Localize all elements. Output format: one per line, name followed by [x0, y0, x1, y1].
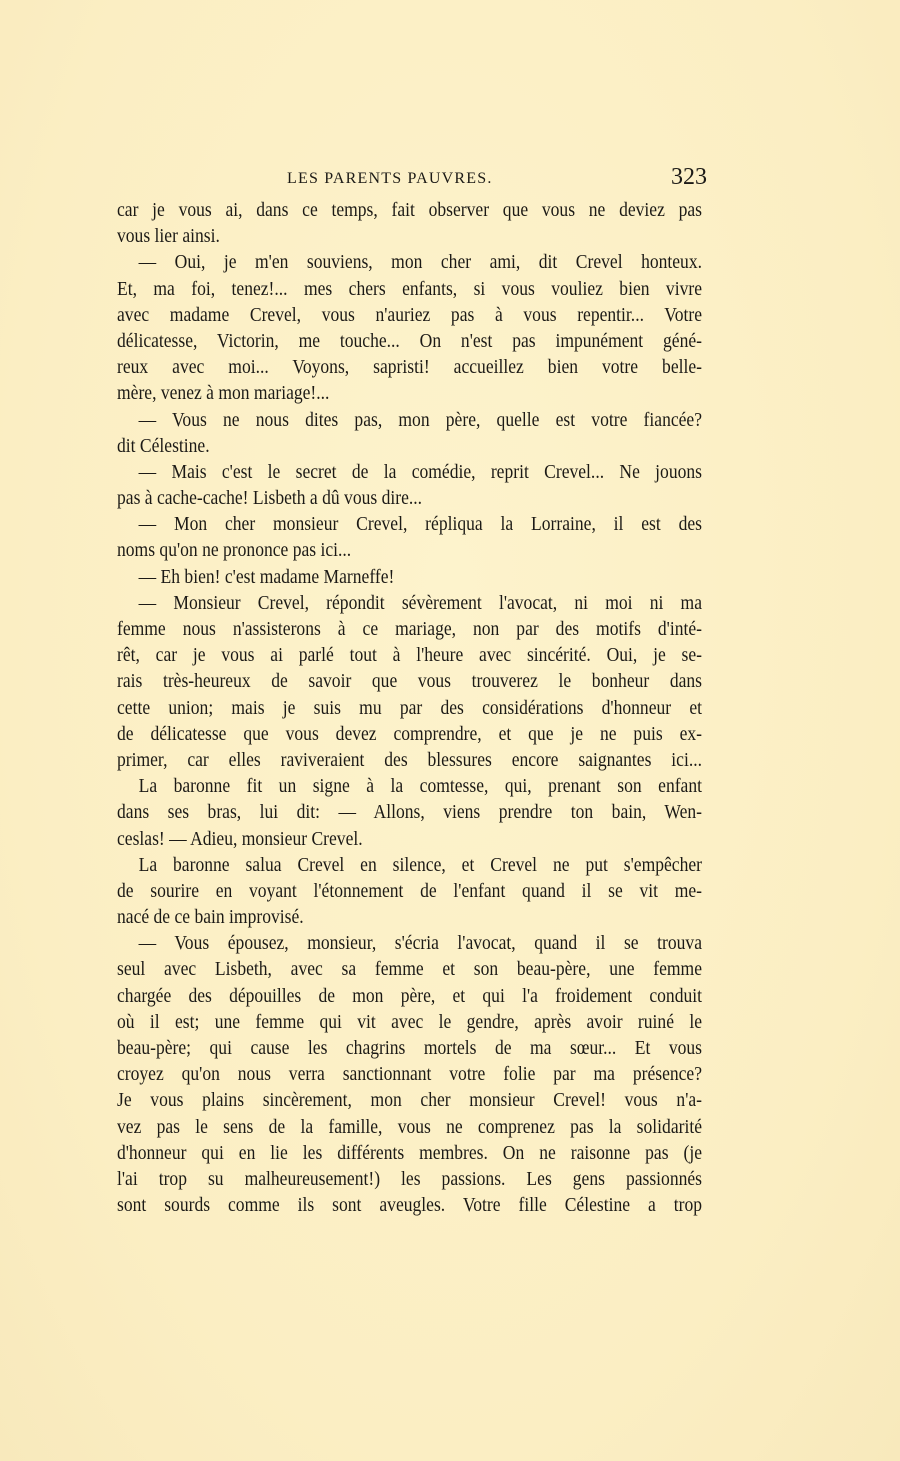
text-line: ceslas! — Adieu, monsieur Crevel.	[117, 828, 363, 850]
text-line: beau-père; qui cause les chagrins mortels de ma sœur... Et vous	[117, 1038, 702, 1059]
text-line: croyez qu'on nous verra sanctionnant votre folie par ma présence?	[117, 1064, 702, 1086]
body-text	[117, 198, 702, 1219]
text-line: cette union; mais je suis mu par des considérations d'honneur et	[117, 697, 702, 719]
text-line: sont sourds comme ils sont aveugles. Votre fille Célestine a trop	[117, 1195, 702, 1217]
text-line: Je vous plains sincèrement, mon cher monsieur Crevel! vous n'a-	[117, 1090, 702, 1112]
text-line: reux avec moi... Voyons, sapristi! accueillez bien votre belle-	[117, 357, 702, 379]
text-line: car je vous ai, dans ce temps, fait observer que vous ne deviez pas	[117, 200, 702, 221]
text-line: rêt, car je vous ai parlé tout à l'heure avec sincérité. Oui, je se-	[117, 645, 702, 667]
text-line: — Vous ne nous dites pas, mon père, quelle est votre fiancée?	[138, 409, 703, 431]
text-line: vous lier ainsi.	[117, 226, 220, 248]
text-line: primer, car elles raviveraient des blessures encore saignantes ici...	[117, 749, 702, 771]
text-line: noms qu'on ne prononce pas ici...	[117, 540, 352, 562]
text-line: l'ai trop su malheureusement!) les passions. Les gens passionnés	[117, 1168, 702, 1190]
text-line: dit Célestine.	[117, 435, 210, 457]
text-line: — Mais c'est le secret de la comédie, reprit Crevel... Ne jouons	[138, 461, 703, 483]
text-line: — Mon cher monsieur Crevel, répliqua la Lorraine, il est des	[138, 514, 703, 536]
text-line: mère, venez à mon mariage!...	[117, 383, 330, 405]
text-line: — Eh bien! c'est madame Marneffe!	[138, 566, 395, 588]
text-line: vez pas le sens de la famille, vous ne comprenez pas la solidarité	[117, 1116, 702, 1138]
text-line: d'honneur qui en lie les différents membres. On ne raisonne pas (je	[117, 1142, 702, 1164]
text-line: — Monsieur Crevel, répondit sévèrement l'avocat, ni moi ni ma	[138, 592, 703, 614]
text-line: femme nous n'assisterons à ce mariage, non par des motifs d'inté-	[117, 619, 702, 640]
text-line: seul avec Lisbeth, avec sa femme et son beau-père, une femme	[117, 959, 702, 981]
text-line: de sourire en voyant l'étonnement de l'enfant quand il se vit me-	[117, 880, 702, 902]
text-line: — Vous épousez, monsieur, s'écria l'avocat, quand il se trouva	[138, 933, 703, 955]
text-line: — Oui, je m'en souviens, mon cher ami, dit Crevel honteux.	[138, 252, 703, 274]
text-line: pas à cache-cache! Lisbeth a dû vous dire...	[117, 488, 423, 510]
text-line: de délicatesse que vous devez comprendre, et que je ne puis ex-	[117, 723, 702, 745]
running-title: LES PARENTS PAUVRES.	[287, 170, 493, 187]
text-line: délicatesse, Victorin, me touche... On n'est pas impunément géné-	[117, 330, 702, 352]
page-number: 323	[671, 164, 707, 190]
text-line: nacé de ce bain improvisé.	[117, 907, 304, 929]
text-line: La baronne fit un signe à la comtesse, qui, prenant son enfant	[138, 776, 703, 798]
text-line: rais très-heureux de savoir que vous trouverez le bonheur dans	[117, 671, 702, 693]
text-line: chargée des dépouilles de mon père, et qui l'a froidement conduit	[117, 985, 702, 1007]
text-line: Et, ma foi, tenez!... mes chers enfants, si vous vouliez bien vivre	[117, 278, 702, 300]
text-line: avec madame Crevel, vous n'auriez pas à vous repentir... Votre	[117, 304, 702, 326]
text-line: La baronne salua Crevel en silence, et Crevel ne put s'empêcher	[138, 854, 703, 876]
page-header	[117, 166, 707, 194]
text-line: où il est; une femme qui vit avec le gendre, après avoir ruiné le	[117, 1011, 702, 1033]
text-line: dans ses bras, lui dit: — Allons, viens prendre ton bain, Wen-	[117, 802, 702, 824]
